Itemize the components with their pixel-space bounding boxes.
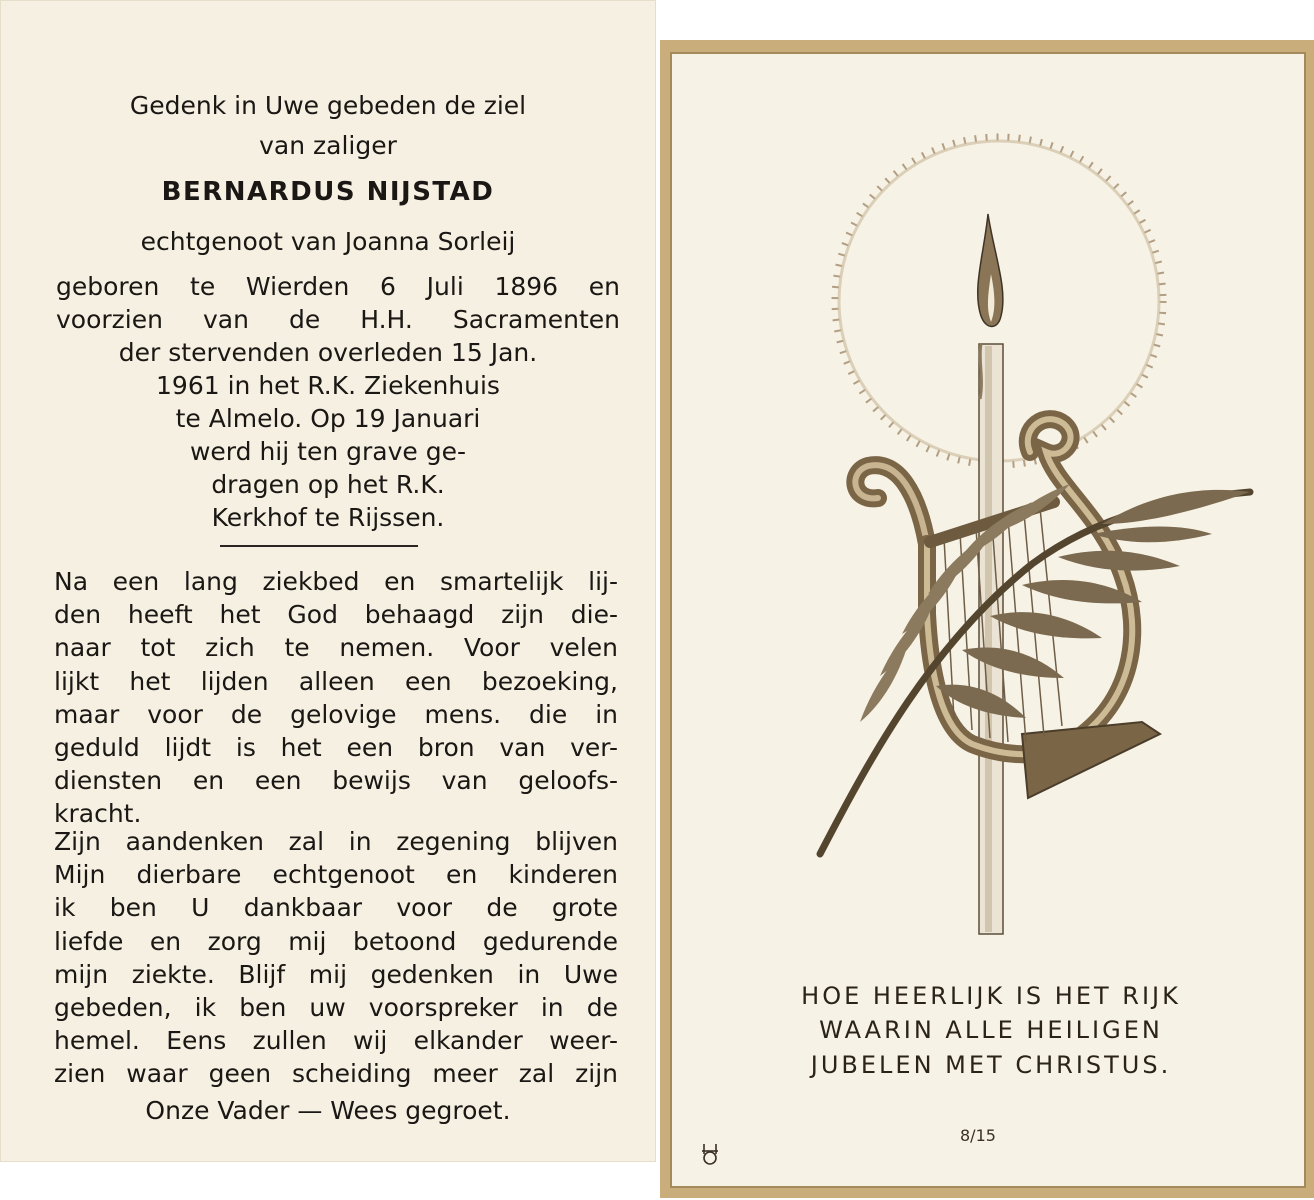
paragraph-farewell	[54, 825, 618, 1091]
motto-line: WAARIN ALLE HEILIGEN	[819, 1016, 1163, 1044]
text-line: den heeft het God behaagd zijn die-	[54, 600, 618, 630]
bio-line: Kerkhof te Rijssen.	[211, 503, 445, 532]
bio-line: werd hij ten grave ge-	[189, 437, 466, 466]
card-number: 8/15	[960, 1126, 996, 1145]
intro-line: van zaliger	[259, 131, 397, 160]
text-line: Na een lang ziekbed en smartelijk lij-	[54, 567, 618, 596]
bio-line: dragen op het R.K.	[211, 470, 445, 499]
text-line: maar voor de gelovige mens. die in	[54, 699, 618, 729]
candle-icon	[978, 214, 1003, 934]
text-line: hemel. Eens zullen wij elkander weer-	[54, 1026, 618, 1056]
divider-rule	[220, 545, 418, 547]
text-line: naar tot zich te nemen. Voor velen	[54, 633, 618, 663]
bio-line: geboren te Wierden 6 Juli 1896 en	[56, 272, 620, 301]
palm-branch-icon	[820, 484, 1250, 854]
motto-line: JUBELEN MET CHRISTUS.	[810, 1051, 1172, 1079]
memorial-text-card	[0, 0, 656, 1162]
bio-line: voorzien van de H.H. Sacramenten	[56, 305, 620, 334]
monogram-icon	[702, 1144, 718, 1164]
text-line: geduld lijdt is het een bron van ver-	[54, 733, 618, 763]
closing-prayer: Onze Vader — Wees gegroet.	[145, 1096, 511, 1125]
text-line: diensten en een bewijs van geloofs-	[54, 766, 618, 796]
text-line: Zijn aandenken zal in zegening blijven	[54, 827, 618, 856]
intro-text	[0, 86, 656, 166]
motto-line: HOE HEERLIJK IS HET RIJK	[801, 982, 1181, 1010]
text-line: kracht.	[54, 799, 142, 829]
biography	[0, 270, 656, 534]
text-line: Mijn dierbare echtgenoot en kinderen	[54, 860, 618, 890]
text-line: gebeden, ik ben uw voorspreker in de	[54, 993, 618, 1023]
bio-line: te Almelo. Op 19 Januari	[175, 404, 481, 433]
deceased-name: BERNARDUS NIJSTAD	[161, 177, 495, 207]
bio-line: der stervenden overleden 15 Jan.	[118, 338, 538, 367]
bio-line: 1961 in het R.K. Ziekenhuis	[156, 371, 500, 400]
paragraph-suffering	[54, 565, 618, 831]
text-line: mijn ziekte. Blijf mij gedenken in Uwe	[54, 959, 618, 989]
text-line: ik ben U dankbaar voor de grote	[54, 893, 618, 923]
text-line: lijkt het lijden alleen een bezoeking,	[54, 666, 618, 696]
text-line: zien waar geen scheiding meer zal zijn	[54, 1059, 618, 1089]
text-line: liefde en zorg mij betoond gedurende	[54, 926, 618, 956]
intro-line: Gedenk in Uwe gebeden de ziel	[129, 91, 527, 120]
spouse-line: echtgenoot van Joanna Sorleij	[140, 227, 516, 256]
